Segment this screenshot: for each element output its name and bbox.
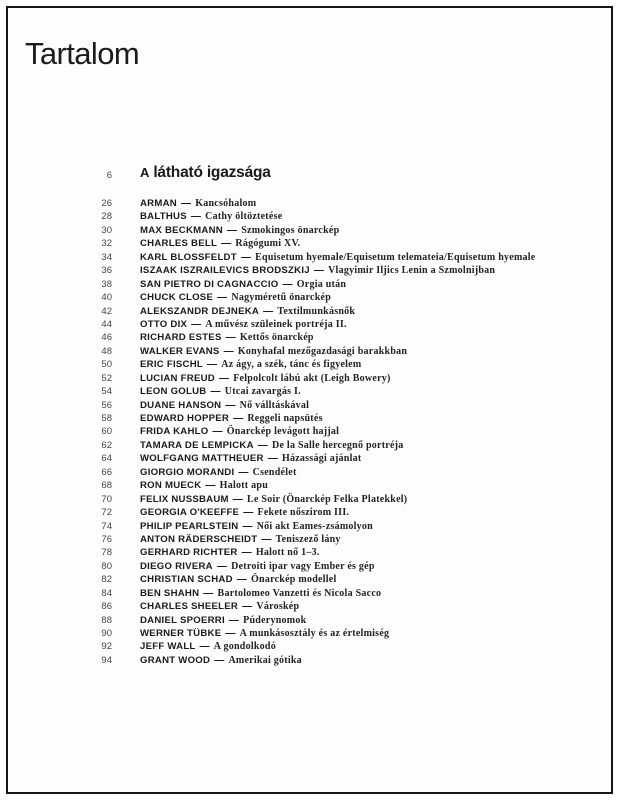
toc-artist-name: JEFF WALL <box>140 641 196 653</box>
toc-entry <box>8 291 611 304</box>
toc-page-number: 34 <box>101 251 112 263</box>
toc-line <box>140 358 361 371</box>
toc-separator: — <box>225 332 236 344</box>
toc-line <box>140 224 339 237</box>
toc-page-number: 60 <box>101 426 112 438</box>
toc-entry <box>8 614 611 627</box>
toc-page-number: 84 <box>101 587 112 599</box>
toc-separator: — <box>282 278 293 290</box>
toc-page-number: 42 <box>101 305 112 317</box>
toc-page-number: 30 <box>101 224 112 236</box>
toc-artist-name: DANIEL SPOERRI <box>140 614 225 626</box>
toc-artist-name: GRANT WOOD <box>140 654 211 666</box>
toc-separator: — <box>218 372 230 384</box>
toc-artist-name: GEORGIA O'KEEFFE <box>140 507 240 519</box>
toc-separator: — <box>191 318 202 330</box>
toc-line <box>140 627 389 640</box>
toc-entry <box>8 237 611 250</box>
toc-artist-name: BEN SHAHN <box>140 587 200 599</box>
toc-entry <box>8 278 611 291</box>
toc-separator: — <box>232 493 244 505</box>
toc-work-title: Orgia után <box>296 278 347 290</box>
toc-line <box>140 210 282 223</box>
toc-work-title: Halott apu <box>219 480 269 492</box>
toc-work-title: Teniszező lány <box>275 533 341 545</box>
toc-entry <box>8 264 611 277</box>
toc-artist-name: FELIX NUSSBAUM <box>140 493 229 505</box>
toc-page-number: 36 <box>101 265 112 277</box>
toc-work-title: Detroiti ipar vagy Ember és gép <box>231 560 375 572</box>
toc-separator: — <box>267 453 278 465</box>
toc-entry <box>8 520 611 533</box>
toc-separator: — <box>228 614 240 626</box>
toc-line <box>140 305 355 318</box>
toc-line <box>140 425 339 438</box>
toc-page-number: 70 <box>101 493 112 505</box>
toc-entry <box>8 654 611 667</box>
toc-separator: — <box>238 466 249 478</box>
section-page-number: 6 <box>106 170 112 181</box>
toc-line <box>140 587 381 600</box>
toc-separator: — <box>240 251 252 263</box>
toc-artist-name: ARMAN <box>140 198 177 209</box>
toc-entry <box>8 587 611 600</box>
toc-work-title: Kancsóhalom <box>195 198 257 209</box>
toc-artist-name: DUANE HANSON <box>140 399 222 411</box>
toc-page-number: 92 <box>101 641 112 653</box>
toc-separator: — <box>313 265 325 277</box>
toc-entry <box>8 466 611 479</box>
book-page <box>6 6 613 794</box>
toc-page-number: 50 <box>101 359 112 371</box>
toc-line <box>140 479 268 492</box>
toc-work-title: Amerikai gótika <box>228 654 302 666</box>
toc-line <box>140 412 323 425</box>
toc-entry <box>8 305 611 318</box>
toc-work-title: A munkásosztály és az értelmiség <box>239 628 390 639</box>
toc-artist-name: TAMARA DE LEMPICKA <box>140 439 254 451</box>
toc-artist-name: DIEGO RIVERA <box>140 560 213 572</box>
toc-page-number: 46 <box>101 332 112 344</box>
toc-separator: — <box>243 507 254 519</box>
toc-separator: — <box>199 641 210 653</box>
toc-separator: — <box>261 533 272 545</box>
toc-entry <box>8 439 611 452</box>
section-title-lead: A <box>140 165 150 180</box>
toc-line <box>140 546 320 559</box>
toc-page-number: 32 <box>101 238 112 250</box>
toc-page-number: 76 <box>101 533 112 545</box>
toc-entry <box>8 210 611 223</box>
toc-artist-name: GIORGIO MORANDI <box>140 466 235 478</box>
toc-separator: — <box>223 345 234 357</box>
toc-work-title: Nagyméretű önarckép <box>231 292 332 304</box>
toc-page-number: 28 <box>101 211 112 223</box>
toc-separator: — <box>242 601 253 613</box>
toc-separator: — <box>263 305 274 317</box>
toc-line <box>140 533 341 546</box>
toc-line <box>140 264 495 277</box>
toc-line <box>140 654 302 667</box>
toc-entry <box>8 452 611 465</box>
toc-artist-name: WERNER TÜBKE <box>140 628 222 639</box>
toc-entry <box>8 399 611 412</box>
toc-separator: — <box>216 560 228 572</box>
toc-entry <box>8 412 611 425</box>
toc-line <box>140 493 407 506</box>
toc-page-number: 86 <box>101 601 112 613</box>
toc-work-title: Női akt Eames-zsámolyon <box>256 520 373 532</box>
toc-separator: — <box>241 547 252 559</box>
toc-entry <box>8 251 611 264</box>
toc-artist-name: EDWARD HOPPER <box>140 413 230 424</box>
toc-entry <box>8 425 611 438</box>
toc-work-title: Rágógumi XV. <box>235 238 301 250</box>
toc-work-title: A gondolkodó <box>213 641 276 653</box>
toc-artist-name: ANTON RÄDERSCHEIDT <box>140 533 258 545</box>
toc-page-number: 94 <box>101 654 112 666</box>
toc-separator: — <box>225 399 236 411</box>
toc-separator: — <box>236 574 248 586</box>
toc-artist-name: RON MUECK <box>140 480 202 492</box>
toc-separator: — <box>225 628 236 639</box>
toc-work-title: Halott nő 1–3. <box>255 547 320 559</box>
toc-artist-name: BALTHUS <box>140 211 187 223</box>
toc-line <box>140 278 346 291</box>
toc-artist-name: FRIDA KAHLO <box>140 426 209 438</box>
section-title-text: látható igazsága <box>153 164 271 181</box>
toc-entry <box>8 224 611 237</box>
toc-entry <box>8 358 611 371</box>
toc-work-title: Az ágy, a szék, tánc és figyelem <box>221 359 362 371</box>
toc-entry <box>8 600 611 613</box>
toc-separator: — <box>214 654 225 666</box>
toc-line <box>140 506 349 519</box>
toc-line <box>140 251 536 264</box>
toc-line <box>140 331 314 344</box>
toc-work-title: Bartolomeo Vanzetti és Nicola Sacco <box>217 587 382 599</box>
toc-work-title: Házassági ajánlat <box>281 453 362 465</box>
toc-artist-name: CHUCK CLOSE <box>140 292 214 304</box>
toc-line <box>140 399 309 412</box>
toc-separator: — <box>257 439 269 451</box>
toc-work-title: Vlagyimir Iljics Lenin a Szmolnijban <box>328 265 496 277</box>
toc-entry <box>8 546 611 559</box>
toc-separator: — <box>242 520 253 532</box>
toc-work-title: Önarckép modellel <box>251 574 337 586</box>
toc-line <box>140 520 373 533</box>
toc-entry <box>8 627 611 640</box>
toc-work-title: Nő válltáskával <box>239 399 310 411</box>
toc-separator: — <box>210 386 221 398</box>
toc-page-number: 66 <box>101 466 112 478</box>
toc-page-number: 58 <box>101 413 112 424</box>
toc-entry <box>8 533 611 546</box>
toc-entry <box>8 385 611 398</box>
toc-work-title: A művész szüleinek portréja II. <box>205 318 347 330</box>
toc-separator: — <box>221 238 232 250</box>
toc-page-number: 82 <box>101 574 112 586</box>
toc-page-number: 40 <box>101 292 112 304</box>
toc-line <box>140 573 336 586</box>
toc-work-title: Equisetum hyemale/Equisetum telemateia/Equisetum hyemale <box>255 251 536 263</box>
toc-line <box>140 452 361 465</box>
toc-page-number: 72 <box>101 507 112 519</box>
toc-work-title: De la Salle hercegnő portréja <box>272 439 404 451</box>
toc-entry <box>8 197 611 210</box>
toc-line <box>140 385 301 398</box>
toc-page-number: 26 <box>101 198 112 209</box>
toc-entry <box>8 506 611 519</box>
toc-page-number: 80 <box>101 560 112 572</box>
toc-work-title: Önarckép levágott hajjal <box>226 426 340 438</box>
section-title <box>140 164 271 182</box>
toc-artist-name: CHRISTIAN SCHAD <box>140 574 233 586</box>
toc-line <box>140 439 404 452</box>
toc-work-title: Fekete nőszirom III. <box>257 507 350 519</box>
toc-line <box>140 372 391 385</box>
toc-separator: — <box>233 413 244 424</box>
toc-entry <box>8 560 611 573</box>
toc-artist-name: WALKER EVANS <box>140 345 220 357</box>
toc-separator: — <box>190 211 202 223</box>
toc-page-number: 56 <box>101 399 112 411</box>
toc-page-number: 88 <box>101 614 112 626</box>
toc-entry <box>8 345 611 358</box>
toc-page-number: 44 <box>101 318 112 330</box>
toc-artist-name: SAN PIETRO DI CAGNACCIO <box>140 278 279 290</box>
toc-work-title: Kettős önarckép <box>239 332 314 344</box>
toc-artist-name: CHARLES SHEELER <box>140 601 239 613</box>
toc-artist-name: GERHARD RICHTER <box>140 547 238 559</box>
toc-line <box>140 614 306 627</box>
toc-work-title: Textilmunkásnők <box>277 305 356 317</box>
toc-entry <box>8 372 611 385</box>
toc-artist-name: KARL BLOSSFELDT <box>140 251 237 263</box>
toc-work-title: Púderynomok <box>243 614 307 626</box>
toc-work-title: Konyhafal mezőgazdasági barakkban <box>237 345 408 357</box>
toc-page-number: 64 <box>101 453 112 465</box>
toc-work-title: Le Soir (Önarckép Felka Platekkel) <box>247 493 408 505</box>
toc-artist-name: OTTO DIX <box>140 318 188 330</box>
toc-work-title: Reggeli napsütés <box>247 413 323 424</box>
toc-entry <box>8 640 611 653</box>
toc-entry <box>8 331 611 344</box>
toc-page-number: 90 <box>101 628 112 639</box>
toc-artist-name: MAX BECKMANN <box>140 224 223 236</box>
toc-line <box>140 197 256 210</box>
toc-line <box>140 600 299 613</box>
toc-page-number: 68 <box>101 480 112 492</box>
toc-entry <box>8 493 611 506</box>
toc-separator: — <box>205 480 216 492</box>
toc-entry <box>8 573 611 586</box>
toc-separator: — <box>217 292 228 304</box>
toc-separator: — <box>206 359 218 371</box>
toc-line <box>140 291 331 304</box>
toc-entry <box>8 479 611 492</box>
toc-artist-name: LUCIAN FREUD <box>140 372 215 384</box>
toc-artist-name: ALEKSZANDR DEJNEKA <box>140 305 260 317</box>
toc-page-number: 78 <box>101 547 112 559</box>
toc-separator: — <box>180 198 192 209</box>
toc-work-title: Csendélet <box>252 466 297 478</box>
toc-artist-name: PHILIP PEARLSTEIN <box>140 520 239 532</box>
toc-artist-name: RICHARD ESTES <box>140 332 222 344</box>
toc-artist-name: CHARLES BELL <box>140 238 218 250</box>
toc-line <box>140 640 276 653</box>
toc-line <box>140 318 347 331</box>
toc-separator: — <box>203 587 214 599</box>
toc-artist-name: LEON GOLUB <box>140 386 207 398</box>
toc-separator: — <box>226 224 238 236</box>
toc-page-number: 74 <box>101 520 112 532</box>
toc-page-number: 38 <box>101 278 112 290</box>
table-of-contents <box>8 197 611 667</box>
toc-artist-name: ISZAAK ISZRAILEVICS BRODSZKIJ <box>140 265 310 277</box>
toc-page-number: 62 <box>101 439 112 451</box>
toc-page-number: 48 <box>101 345 112 357</box>
toc-work-title: Utcai zavargás I. <box>224 386 301 398</box>
toc-page-number: 54 <box>101 386 112 398</box>
toc-work-title: Szmokingos önarckép <box>241 224 340 236</box>
page-title: Tartalom <box>25 36 140 71</box>
toc-line <box>140 560 375 573</box>
toc-artist-name: ERIC FISCHL <box>140 359 203 371</box>
toc-work-title: Felpolcolt lábú akt (Leigh Bowery) <box>233 372 391 384</box>
toc-separator: — <box>212 426 223 438</box>
toc-line <box>140 466 297 479</box>
toc-page-number: 52 <box>101 372 112 384</box>
toc-artist-name: WOLFGANG MATTHEUER <box>140 453 264 465</box>
toc-work-title: Városkép <box>256 601 300 613</box>
toc-work-title: Cathy öltöztetése <box>205 211 283 223</box>
toc-line <box>140 237 300 250</box>
toc-line <box>140 345 407 358</box>
toc-entry <box>8 318 611 331</box>
